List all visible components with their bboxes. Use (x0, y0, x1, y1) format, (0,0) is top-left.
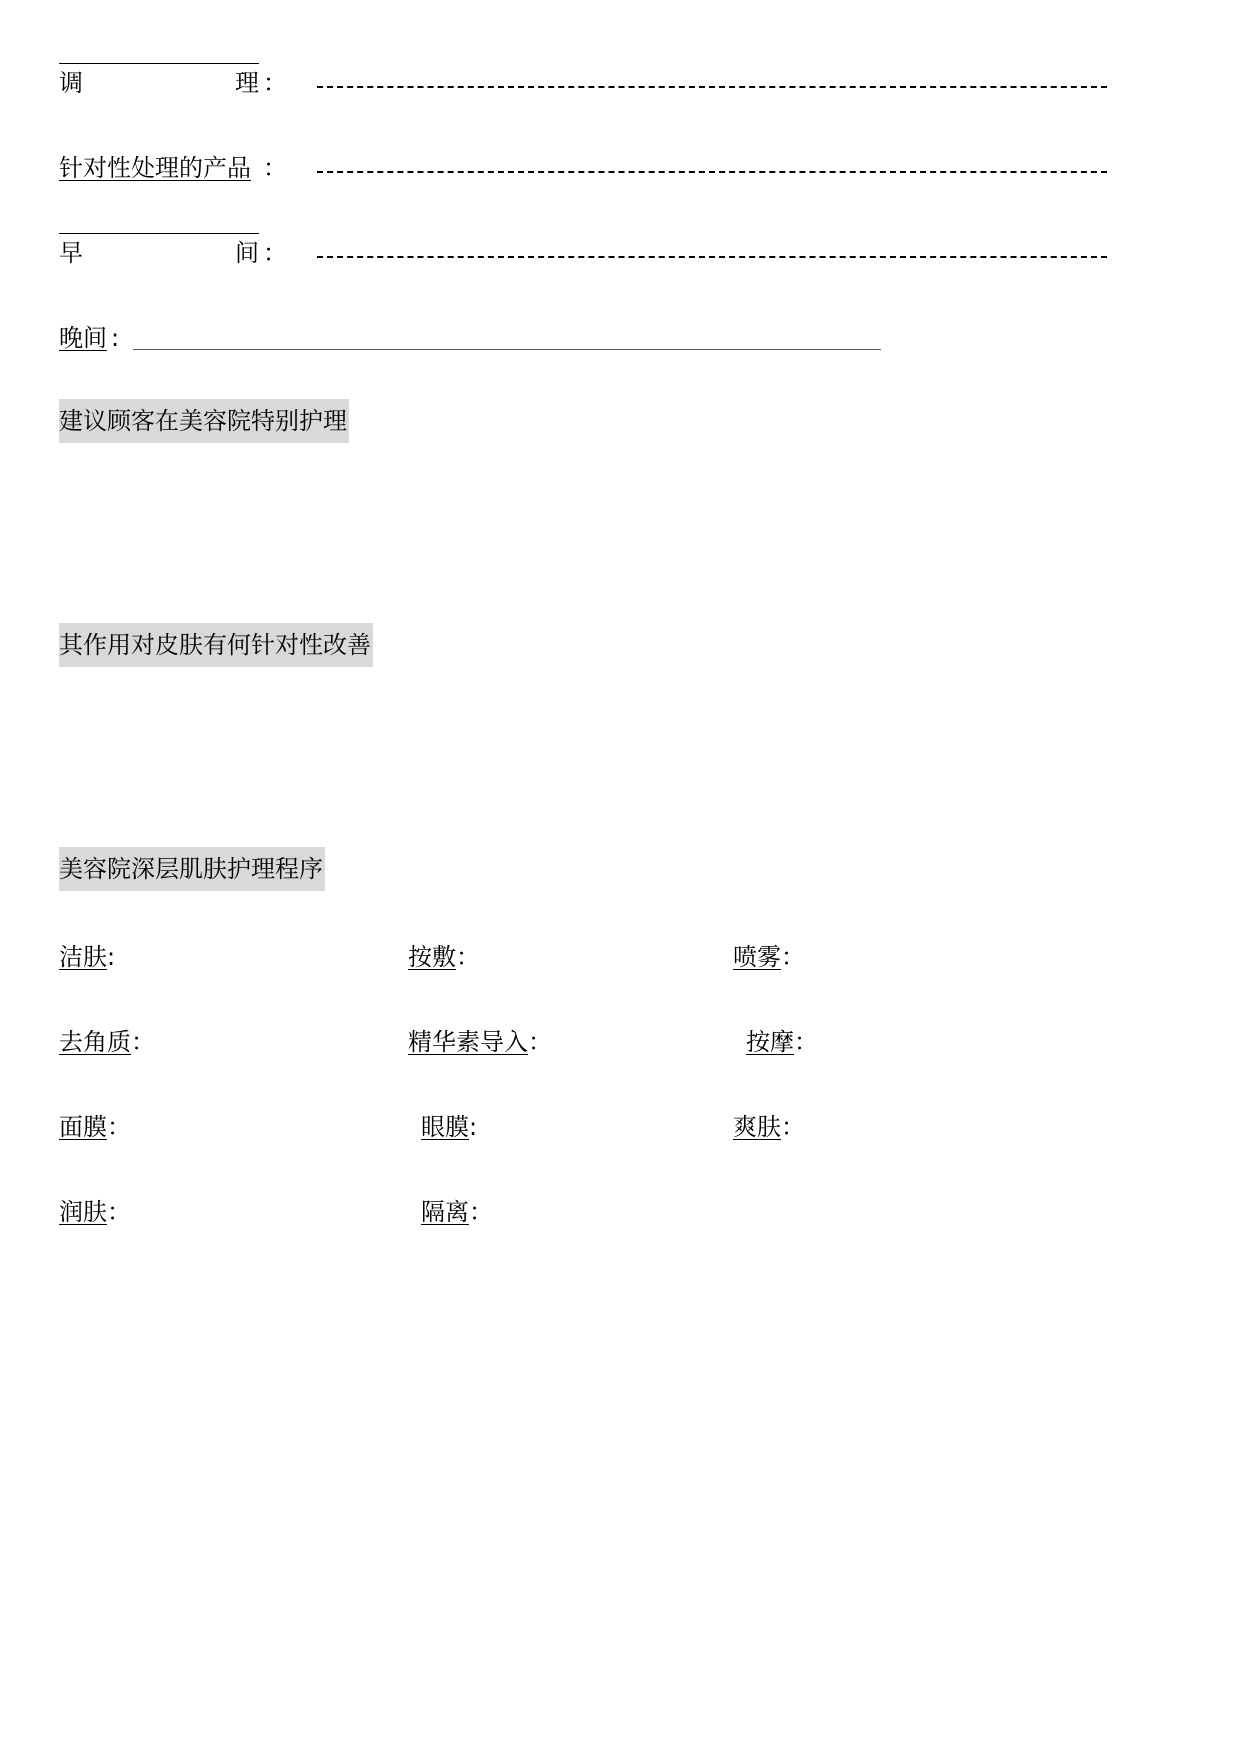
conditioning-label-underline (59, 63, 259, 64)
moisturize-field[interactable] (59, 1195, 131, 1229)
mask-label: 面膜 (59, 1113, 107, 1141)
moisturize-label: 润肤 (59, 1198, 107, 1226)
essence-label: 精华素导入 (408, 1028, 528, 1056)
compress-field[interactable] (408, 940, 480, 974)
cleansing-label: 洁肤 (59, 943, 107, 971)
targeted-products-fill-line[interactable] (317, 171, 1107, 173)
compress-label: 按敷 (408, 943, 456, 971)
conditioning-label-char2: 理 (235, 69, 259, 97)
conditioning-fill-line[interactable] (317, 86, 1107, 88)
essence-colon: ： (528, 1028, 552, 1056)
mask-field[interactable] (59, 1110, 131, 1144)
spray-colon: ： (781, 943, 805, 971)
toner-field[interactable] (733, 1110, 805, 1144)
massage-colon: ： (794, 1028, 818, 1056)
eye-mask-field[interactable] (421, 1110, 477, 1144)
compress-colon: ： (456, 943, 480, 971)
conditioning-label-char1: 调 (59, 69, 83, 97)
massage-label: 按摩 (746, 1028, 794, 1056)
targeted-products-label: 针对性处理的产品 (59, 154, 251, 182)
toner-label: 爽肤 (733, 1113, 781, 1141)
conditioning-colon: ： (263, 69, 287, 97)
massage-field[interactable] (746, 1025, 818, 1059)
morning-label-underline (59, 233, 259, 234)
evening-row (59, 321, 959, 355)
mask-colon: ： (107, 1113, 131, 1141)
exfoliate-colon: ： (131, 1028, 155, 1056)
primer-label: 隔离 (421, 1198, 469, 1226)
morning-label-char2: 间 (235, 239, 259, 267)
conditioning-row (59, 66, 1059, 100)
exfoliate-field[interactable] (59, 1025, 155, 1059)
eye-mask-label: 眼膜 (421, 1113, 469, 1141)
salon-deep-care-heading: 美容院深层肌肤护理程序 (59, 847, 325, 891)
targeted-products-row (59, 151, 1059, 185)
eye-mask-colon: : (469, 1113, 478, 1141)
morning-fill-line[interactable] (317, 256, 1107, 258)
cleansing-colon: : (107, 943, 116, 971)
morning-label-char1: 早 (59, 239, 83, 267)
primer-field[interactable] (421, 1195, 493, 1229)
morning-colon: ： (263, 239, 287, 267)
exfoliate-label: 去角质 (59, 1028, 131, 1056)
targeted-products-colon: ： (263, 154, 287, 182)
essence-field[interactable] (408, 1025, 552, 1059)
skin-improvement-heading: 其作用对皮肤有何针对性改善 (59, 623, 373, 667)
spray-label: 喷雾 (733, 943, 781, 971)
toner-colon: ： (781, 1113, 805, 1141)
cleansing-field[interactable] (59, 940, 115, 974)
evening-label: 晚间 (59, 324, 107, 352)
evening-fill-line[interactable] (133, 349, 881, 350)
morning-row (59, 236, 1059, 270)
moisturize-colon: ： (107, 1198, 131, 1226)
evening-colon: : (111, 324, 120, 352)
spray-field[interactable] (733, 940, 805, 974)
primer-colon: ： (469, 1198, 493, 1226)
salon-special-care-heading: 建议顾客在美容院特别护理 (59, 399, 349, 443)
